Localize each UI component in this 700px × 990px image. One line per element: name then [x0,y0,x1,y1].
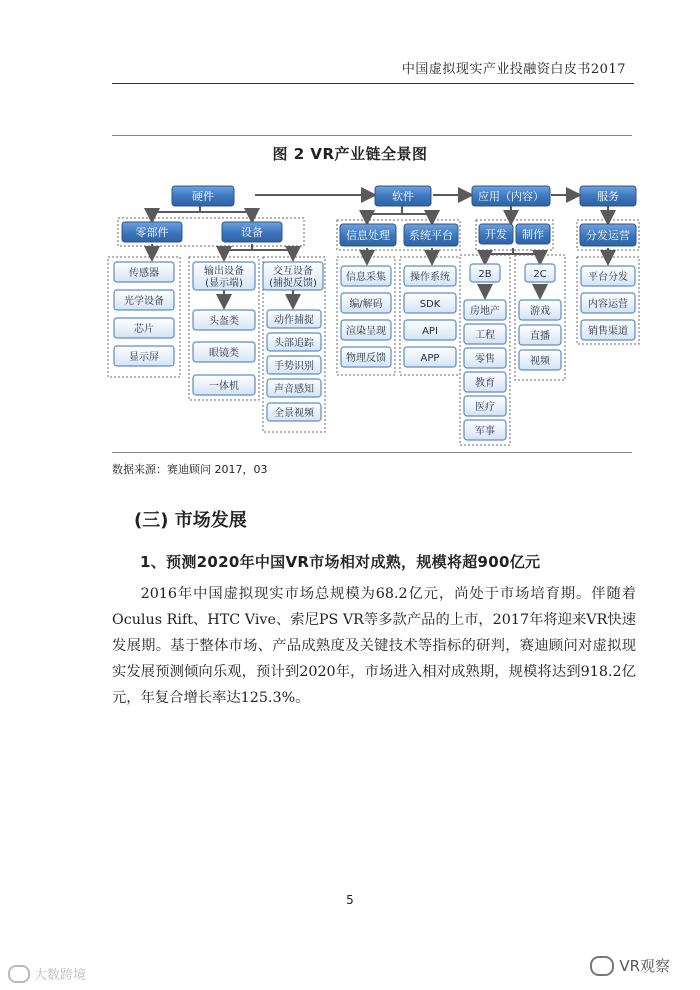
b2c-item-label: 视频 [530,356,550,367]
service-item-label: 平台分发 [588,272,628,283]
b2b-item-label: 工程 [475,330,495,341]
vr-industry-chain-diagram [0,0,700,460]
node-application-label: 应用（内容） [478,190,544,203]
interaction-device-line2: (捕捉反馈) [269,278,317,289]
b2b-label: 2B [478,269,492,280]
platform-item-label: API [422,326,438,337]
body-paragraph: 2016年中国虚拟现实市场总规模为68.2亿元，尚处于市场培育期。伴随着Oculus Rift、HTC Vive、索尼PS VR等多款产品的上市，2017年将迎来VR快速发展期。基于整体市场、产品成熟度及关键技术等指标的研判，赛迪顾问对虚拟现实发展预测倾向乐观，预计到2020年，市场进入相对成熟期，规模将达到918.2亿元，年复合增长率达125.3%。 [112,586,636,706]
output-item-label: 眼镜类 [209,348,239,359]
info-item-label: 物理反馈 [346,353,386,364]
info-item-label: 编/解码 [349,299,383,310]
component-item-label: 光学设备 [124,296,164,307]
b2b-item-label: 零售 [475,354,495,365]
figure-source: 数据来源：赛迪顾问 2017，03 [112,463,268,476]
node-components-label: 零部件 [135,226,169,239]
component-item-label: 芯片 [134,324,154,335]
platform-item-label: APP [420,353,440,364]
component-item-label: 显示屏 [129,352,159,363]
interaction-item-label: 动作捕捉 [274,315,314,326]
weibo-icon [8,965,30,983]
info-item-label: 信息采集 [346,272,386,283]
node-system-platform-label: 系统平台 [409,229,453,242]
output-device-line2: (显示端) [205,278,243,289]
info-item-label: 渲染呈现 [346,326,386,337]
second-level-nodes [122,222,636,246]
b2b-item-label: 教育 [475,378,495,389]
component-item-label: 传感器 [129,268,159,279]
interaction-device-label [269,264,317,289]
output-item-label: 一体机 [209,381,239,392]
output-device-label [204,264,244,289]
b2c-label: 2C [533,269,547,280]
sub-title: 1、预测2020年中国VR市场相对成熟，规模将超900亿元 [140,553,541,571]
watermark-right-text: VR观察 [619,957,670,975]
document-header-title: 中国虚拟现实产业投融资白皮书2017 [401,62,626,77]
node-hardware-label: 硬件 [192,190,214,203]
b2b-item-label: 房地产 [470,306,500,317]
b2c-item-label: 游戏 [530,306,550,317]
wechat-icon [590,956,614,976]
service-item-label: 内容运营 [588,299,628,310]
platform-item-label: 操作系统 [410,272,450,283]
interaction-item-label: 手势识别 [274,361,314,372]
output-item-label: 头盔类 [209,316,239,327]
b2c-item-label: 直播 [530,331,550,342]
node-service-label: 服务 [597,190,619,203]
node-develop-label: 开发 [485,228,507,241]
b2b-item-label: 军事 [475,426,495,437]
interaction-device-line1: 交互设备 [273,266,313,277]
section-title: (三) 市场发展 [134,510,247,531]
node-info-processing-label: 信息处理 [346,229,390,242]
service-item-label: 销售渠道 [588,326,628,337]
node-produce-label: 制作 [522,228,544,241]
figure-bottom-rule [112,452,632,453]
figure-title: 图 2 VR产业链全景图 [272,145,428,163]
platform-item-label: SDK [419,299,441,310]
node-distribution-label: 分发运营 [586,229,630,242]
output-device-line1: 输出设备 [204,266,244,277]
watermark-left [8,964,86,983]
b2b-item-label: 医疗 [475,402,495,413]
interaction-item-label: 全景视频 [274,408,314,419]
interaction-item-label: 头部追踪 [274,338,314,349]
watermark-right [590,955,670,976]
node-software-label: 软件 [392,190,414,203]
watermark-left-text: 大数跨境 [34,968,87,983]
leaf-nodes [114,262,635,440]
interaction-item-label: 声音感知 [274,384,314,395]
page-number: 5 [346,893,354,907]
node-devices-label: 设备 [241,226,263,239]
